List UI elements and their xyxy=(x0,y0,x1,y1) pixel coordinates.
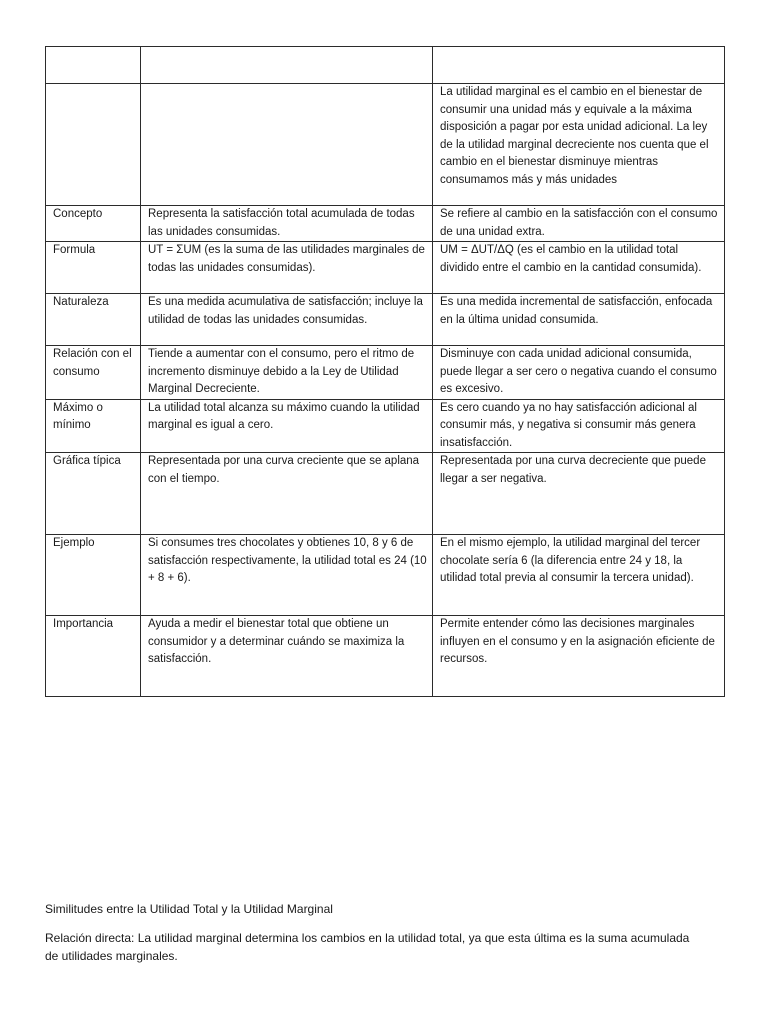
cell-total: UT = ΣUM (es la suma de las utilidades marginales de todas las unidades consumidas). xyxy=(141,242,433,294)
cell-marginal: Disminuye con cada unidad adicional consumida, puede llegar a ser cero o negativa cuando el consumo es excesivo. xyxy=(433,346,725,400)
cell-total: Representada por una curva creciente que se aplana con el tiempo. xyxy=(141,453,433,535)
row-label xyxy=(46,84,141,206)
row-label: Ejemplo xyxy=(46,535,141,616)
table-row-ejemplo xyxy=(46,535,725,616)
row-label: Formula xyxy=(46,242,141,294)
row-label: Gráfica típica xyxy=(46,453,141,535)
table-row-relacion-consumo xyxy=(46,346,725,400)
cell-marginal: Se refiere al cambio en la satisfacción con el consumo de una unidad extra. xyxy=(433,206,725,242)
cell-marginal: Es cero cuando ya no hay satisfacción adicional al consumir más, y negativa si consumir más genera insatisfacción. xyxy=(433,399,725,453)
cell-total: Tiende a aumentar con el consumo, pero el ritmo de incremento disminuye debido a la Ley de Utilidad Marginal Decreciente. xyxy=(141,346,433,400)
table-header-row xyxy=(46,47,725,84)
cell-marginal: UM = ΔUT/ΔQ (es el cambio en la utilidad total dividido entre el cambio en la cantidad consumida). xyxy=(433,242,725,294)
row-label: Importancia xyxy=(46,616,141,697)
table-row-maximo-minimo xyxy=(46,399,725,453)
row-label: Máximo o mínimo xyxy=(46,399,141,453)
row-label: Relación con el consumo xyxy=(46,346,141,400)
cell-marginal: Es una medida incremental de satisfacción, enfocada en la última unidad consumida. xyxy=(433,294,725,346)
table-row-concepto xyxy=(46,206,725,242)
cell-marginal: Representada por una curva decreciente que puede llegar a ser negativa. xyxy=(433,453,725,535)
table-row-naturaleza xyxy=(46,294,725,346)
comparison-table xyxy=(45,46,725,697)
header-cell-total xyxy=(141,47,433,84)
table-row-formula xyxy=(46,242,725,294)
cell-total: Es una medida acumulativa de satisfacción; incluye la utilidad de todas las unidades consumidas. xyxy=(141,294,433,346)
table-row-grafica xyxy=(46,453,725,535)
cell-marginal: Permite entender cómo las decisiones marginales influyen en el consumo y en la asignación eficiente de recursos. xyxy=(433,616,725,697)
relacion-directa-paragraph: Relación directa: La utilidad marginal determina los cambios en la utilidad total, ya que esta última es la suma acumulada de utilidades marginales. xyxy=(45,931,690,963)
cell-marginal: La utilidad marginal es el cambio en el bienestar de consumir una unidad más y equivale a la máxima disposición a pagar por esta unidad adicional. La ley de la utilidad marginal decreciente nos cuenta que el cambio en el bienestar disminuye mientras consumamos más y más unidades xyxy=(433,84,725,206)
similitudes-heading: Similitudes entre la Utilidad Total y la Utilidad Marginal xyxy=(45,902,333,916)
cell-total xyxy=(141,84,433,206)
row-label: Concepto xyxy=(46,206,141,242)
cell-total: Ayuda a medir el bienestar total que obtiene un consumidor y a determinar cuándo se maximiza la satisfacción. xyxy=(141,616,433,697)
cell-marginal: En el mismo ejemplo, la utilidad marginal del tercer chocolate sería 6 (la diferencia entre 24 y 18, la utilidad total previa al consumir la tercera unidad). xyxy=(433,535,725,616)
header-cell-label xyxy=(46,47,141,84)
header-cell-marginal xyxy=(433,47,725,84)
cell-total: Si consumes tres chocolates y obtienes 10, 8 y 6 de satisfacción respectivamente, la utilidad total es 24 (10 + 8 + 6). xyxy=(141,535,433,616)
table-row-intro xyxy=(46,84,725,206)
table-row-importancia xyxy=(46,616,725,697)
row-label: Naturaleza xyxy=(46,294,141,346)
cell-total: Representa la satisfacción total acumulada de todas las unidades consumidas. xyxy=(141,206,433,242)
cell-total: La utilidad total alcanza su máximo cuando la utilidad marginal es igual a cero. xyxy=(141,399,433,453)
